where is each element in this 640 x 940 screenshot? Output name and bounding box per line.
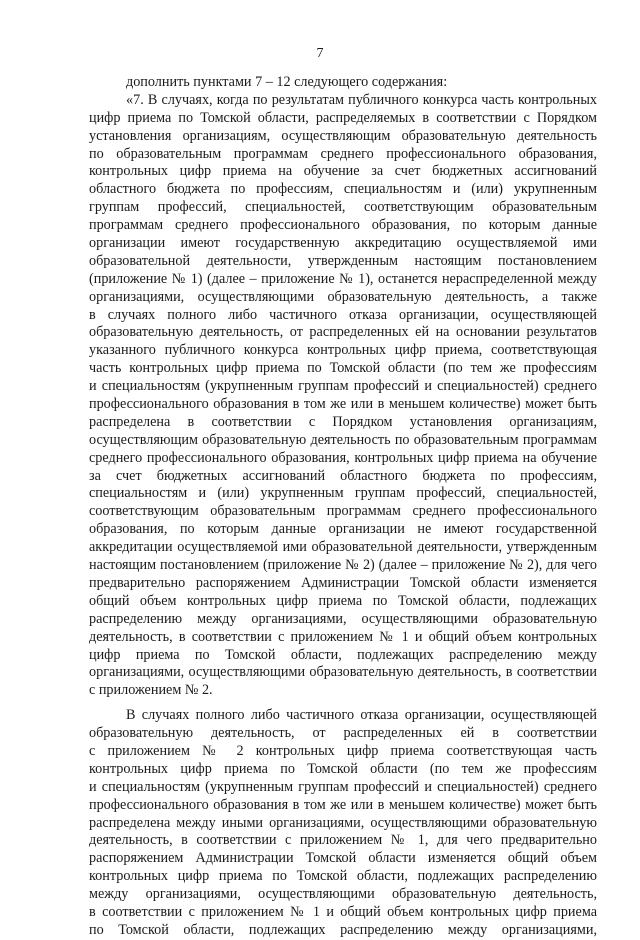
paragraph-line: образования, по которым данные организации не имеют государственной xyxy=(89,521,597,538)
paragraph-line: по образовательным программам среднего профессионального образования, xyxy=(89,145,597,162)
paragraph-line: дополнить пунктами 7 – 12 следующего содержания: xyxy=(126,74,448,90)
paragraph-line: часть контрольных цифр приема по Томской области (по тем же профессиям xyxy=(89,360,597,377)
paragraph-line: контрольных цифр приема на обучение за счет бюджетных ассигнований xyxy=(89,163,597,180)
paragraph-line: контрольных цифр приема по Томской области (по тем же профессиям xyxy=(89,760,597,777)
paragraph-line: областного бюджета по профессиям, специальностям и (или) укрупненным xyxy=(89,181,597,198)
paragraph-line: программам среднего профессионального образования, по которым данные xyxy=(89,217,597,234)
paragraph-line: контрольных цифр приема по Томской области, подлежащих распределению xyxy=(89,868,597,885)
paragraph-line: распределена между иными организациями, осуществляющими образовательную xyxy=(89,814,597,831)
paragraph-line: предварительно распоряжением Администрации Томской области изменяется xyxy=(89,574,597,591)
paragraph xyxy=(89,74,597,92)
paragraph-line: в соответствии с приложением № 1 и общий объем контрольных цифр приема xyxy=(89,903,597,920)
paragraph-line: специальностям и (или) укрупненным группам профессий, специальностей, xyxy=(89,485,597,502)
paragraph-line: цифр приема по Томской области, распределяемых в соответствии с Порядком xyxy=(89,109,597,126)
paragraph-line: В случаях полного либо частичного отказа организации, осуществляющей xyxy=(126,707,597,724)
paragraph-line: указанного публичного конкурса контрольных цифр приема, соответствующая xyxy=(89,342,597,359)
paragraph-line: общий объем контрольных цифр приема по Томской области, подлежащих xyxy=(89,592,597,609)
paragraph-line: образовательную деятельность, от распределенных ей на основании результатов xyxy=(89,324,597,341)
paragraph-line: с приложением № 2. xyxy=(89,682,213,699)
paragraph-line: между организациями, осуществляющими образовательную деятельность, xyxy=(89,886,597,903)
paragraph-line: за счет бюджетных ассигнований областного бюджета по профессиям, xyxy=(89,467,597,484)
page-number: 7 xyxy=(316,46,324,61)
paragraph-line: распределена в соответствии с Порядком установления организациям, xyxy=(89,413,597,430)
paragraph-line: с приложением № 2 контрольных цифр приема соответствующая часть xyxy=(89,742,597,759)
paragraph-line: группам профессий, специальностей, соответствующим образовательным xyxy=(89,199,597,216)
paragraph-line: в случаях полного либо частичного отказа организации, осуществляющей xyxy=(89,306,597,323)
paragraph xyxy=(89,92,597,700)
paragraph-line: осуществляющим образовательную деятельность по образовательным программам xyxy=(89,431,597,448)
paragraph-line: среднего профессионального образования, контрольных цифр приема на обучение xyxy=(89,449,597,466)
paragraph-line: цифр приема по Томской области, подлежащих распределению между xyxy=(89,646,597,663)
paragraph-line: распределению между организациями, осуществляющими образовательную xyxy=(89,610,597,627)
paragraph-line: настоящим постановлением (приложение № 2) (далее – приложение № 2), для чего xyxy=(89,557,597,574)
paragraph-line: профессионального образования в том же или в меньшем количестве) может быть xyxy=(89,796,597,813)
paragraph-line: образовательную деятельность, от распределенных ей в соответствии xyxy=(89,725,597,742)
paragraph-line: организациями, осуществляющими образовательную деятельность, в соответствии xyxy=(89,664,597,681)
paragraph-line: (приложение № 1) (далее – приложение № 1), останется нераспределенной между xyxy=(89,270,597,287)
paragraph-line: и специальностям (укрупненным группам профессий и специальностей) среднего xyxy=(89,378,597,395)
paragraph-line: установления организациям, осуществляющим образовательную деятельность xyxy=(89,127,597,144)
paragraph-line: соответствующим образовательным программам среднего профессионального xyxy=(89,503,597,520)
paragraph-line: профессионального образования в том же или в меньшем количестве) может быть xyxy=(89,396,597,413)
paragraph-line: по Томской области, подлежащих распределению между организациями, xyxy=(89,921,597,938)
paragraph-line: организации имеют государственную аккредитацию осуществляемой ими xyxy=(89,235,597,252)
paragraph-line: аккредитации осуществляемой ими образовательной деятельности, утвержденным xyxy=(89,539,597,556)
paragraph-line: организациями, осуществляющими образовательную деятельность, а также xyxy=(89,288,597,305)
document-body xyxy=(89,74,597,940)
paragraph-line: деятельность, в соответствии с приложением № 1 и общий объем контрольных xyxy=(89,628,597,645)
paragraph-line: деятельность, в соответствии с приложением № 1, для чего предварительно xyxy=(89,832,597,849)
paragraph-line: и специальностям (укрупненным группам профессий и специальностей) среднего xyxy=(89,778,597,795)
paragraph-line: «7. В случаях, когда по результатам публичного конкурса часть контрольных xyxy=(126,91,597,108)
paragraph-line: образовательной деятельности, утвержденным настоящим постановлением xyxy=(89,252,597,269)
paragraph-line: распоряжением Администрации Томской области изменяется общий объем xyxy=(89,850,597,867)
